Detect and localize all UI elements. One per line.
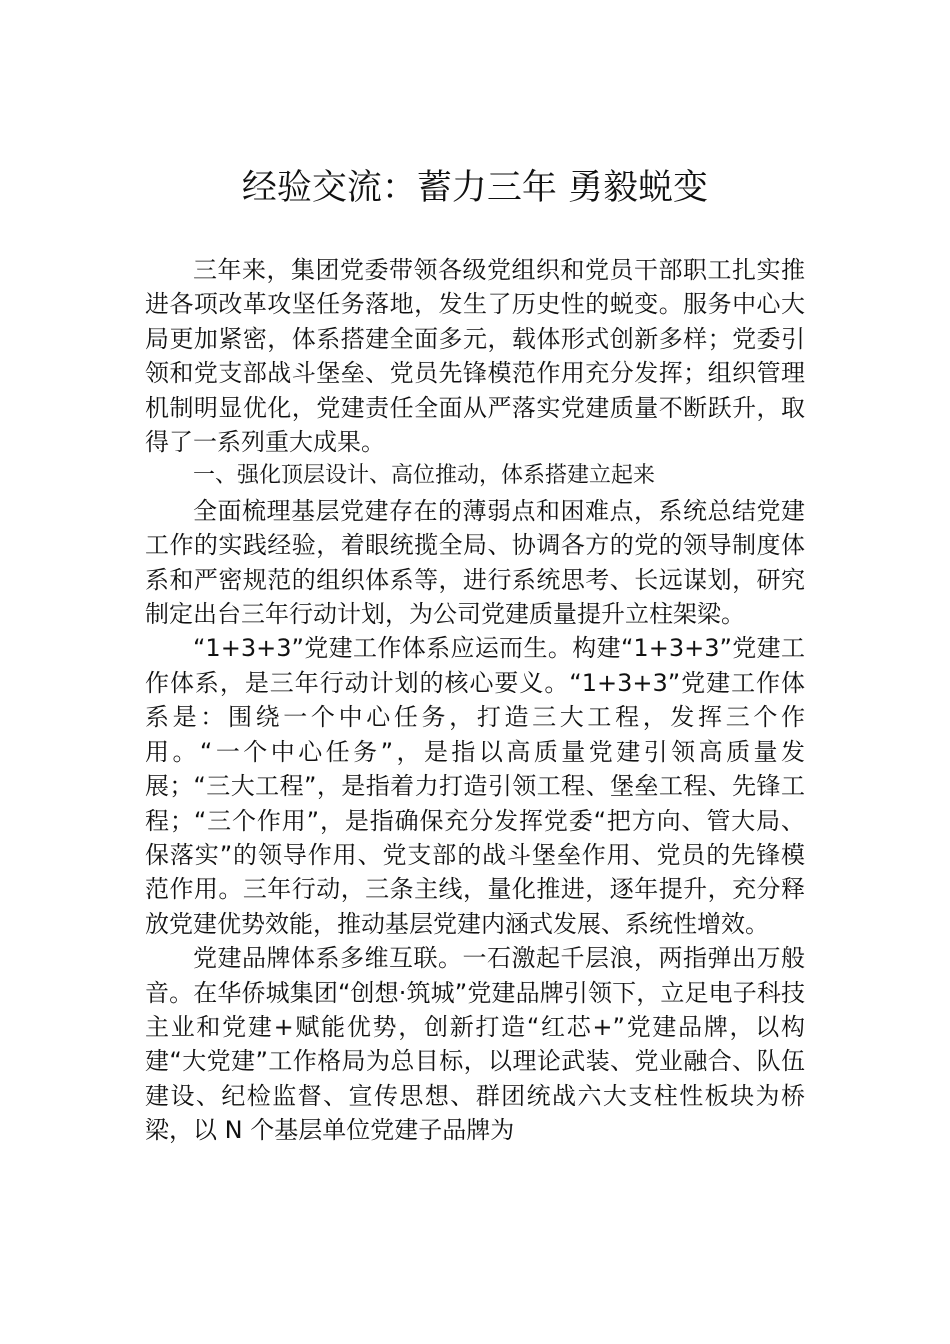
section-heading-1: 一、强化顶层设计、高位推动，体系搭建立起来 — [193, 463, 656, 489]
paragraph-work-system: “1+3+3”党建工作体系应运而生。构建“1+3+3”党建工作体系，是三年行动计划的核心要义。“1+3+3”党建工作体系是：围绕一个中心任务，打造三大工程，发挥三个作用。“一个中心任务”，是指以高质量党建引领高质量发展；“三大工程”，是指着力打造引领工程、堡垒工程、先锋工程；“三个作用”，是指确保充分发挥党委“把方向、管大局、保落实”的领导作用、党支部的战斗堡垒作用、党员的先锋模范作用。三年行动，三条主线，量化推进，逐年提升，充分释放党建优势效能，推动基层党建内涵式发展、系统性增效。 — [145, 634, 805, 938]
document-body — [145, 253, 805, 1148]
paragraph-brand-system: 党建品牌体系多维互联。一石激起千层浪，两指弹出万般音。在华侨城集团“创想·筑城”党建品牌引领下，立足电子科技主业和党建+赋能优势，创新打造“红芯+”党建品牌，以构建“大党建”工作格局为总目标，以理论武装、党业融合、队伍建设、纪检监督、宣传思想、群团统战六大支柱性板块为桥梁，以 N 个基层单位党建子品牌为 — [145, 944, 805, 1145]
paragraph-section1-overview: 全面梳理基层党建存在的薄弱点和困难点，系统总结党建工作的实践经验，着眼统揽全局、协调各方的党的领导制度体系和严密规范的组织体系等，进行系统思考、长远谋划，研究制定出台三年行动计划，为公司党建质量提升立柱架梁。 — [145, 496, 805, 629]
document-title: 经验交流：蓄力三年 勇毅蜕变 — [241, 168, 709, 208]
paragraph-intro: 三年来，集团党委带领各级党组织和党员干部职工扎实推进各项改革攻坚任务落地，发生了历史性的蜕变。服务中心大局更加紧密，体系搭建全面多元，载体形式创新多样；党委引领和党支部战斗堡垒、党员先锋模范作用充分发挥；组织管理机制明显优化，党建责任全面从严落实党建质量不断跃升，取得了一系列重大成果。 — [145, 256, 805, 457]
